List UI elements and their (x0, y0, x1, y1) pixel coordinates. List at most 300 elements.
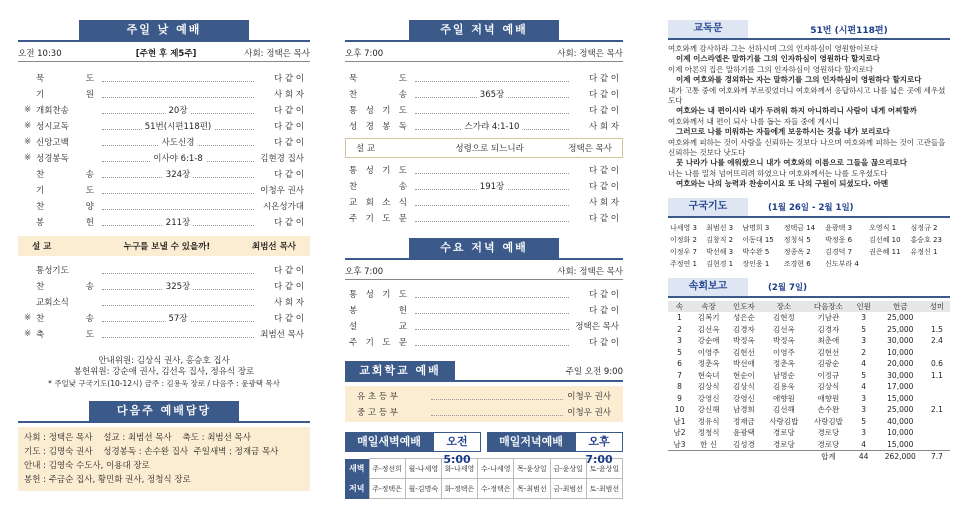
order-row (24, 262, 304, 278)
order-name: 기 원 (36, 90, 94, 100)
order-row (349, 102, 619, 118)
prayer-cell: 오영식 1 (869, 223, 897, 232)
order-person: 최범선 목사 (260, 330, 304, 340)
eve-day-cell: 금-최범선 (550, 479, 586, 499)
dotted-leader (102, 282, 254, 290)
report-total-row (668, 450, 950, 462)
report-cell: 25,000 (887, 313, 914, 323)
report-cell: 3 (677, 336, 682, 346)
order-detail: 스가랴 4:1-10 (462, 120, 523, 132)
report-cell (924, 393, 950, 405)
dawn-day-cell: 월-나세영 (405, 459, 441, 479)
report-total-people: 44 (858, 451, 869, 461)
wednesday-order (345, 286, 623, 350)
prayer-cell: 신도부라 4 (825, 259, 859, 268)
report-cell: 김선해 (772, 405, 795, 415)
order-detail: 이사야 6:1-8 (150, 152, 206, 164)
report-cell: 7 (677, 370, 682, 380)
report-cell: 9 (677, 393, 682, 403)
report-cell: 성은순 (733, 313, 755, 323)
report-header-cell: 다음장소 (806, 301, 851, 313)
next-week-row: 안내 : 김영숙 수도사, 이용대 장로 (24, 461, 150, 471)
order-person: 다 같 이 (273, 122, 304, 132)
order-row (349, 178, 619, 194)
dotted-leader (102, 170, 254, 178)
report-cell (924, 427, 950, 439)
prayer-cell (909, 258, 950, 270)
sermon-title: 누구를 보낼 수 있을까! (123, 242, 211, 252)
order-name: 교 회 소 식 (349, 198, 407, 208)
sunday-evening-order-2 (345, 162, 623, 226)
order-row (24, 182, 304, 198)
order-row (24, 150, 304, 166)
report-cell: 경로당 (817, 428, 840, 438)
report-cell: 8 (677, 382, 682, 392)
report-header-cell: 속 (668, 301, 691, 313)
report-cell: 3 (861, 313, 867, 323)
prayer-cell: 이동대 15 (742, 235, 774, 244)
report-cell: 3 (861, 393, 867, 403)
report-cell: 강영신 (733, 393, 755, 403)
order-row (349, 194, 619, 210)
litany-label: 교독문 (668, 20, 748, 38)
order-row (24, 134, 304, 150)
report-header-cell: 속장 (691, 301, 726, 313)
table-row (668, 370, 950, 382)
order-person: 다 같 이 (273, 106, 304, 116)
dotted-leader (102, 74, 254, 82)
eve-day-cell: 월-김명숙 (405, 479, 441, 499)
order-detail: 사도신경 (159, 136, 198, 148)
order-name: 찬 송 (36, 282, 94, 292)
report-cell: 3 (861, 405, 867, 415)
dotted-leader (102, 298, 254, 306)
order-name: 찬 송 (349, 90, 407, 100)
order-mark: ※ (24, 313, 32, 323)
report-cell: 김현정 (772, 313, 795, 323)
report-cell: 5 (861, 416, 867, 426)
prayer-cell: 김경덕 7 (825, 247, 853, 256)
report-cell: 이영주 (772, 347, 795, 357)
dawn-day-cell: 수-나세영 (478, 459, 514, 479)
dotted-leader (415, 74, 569, 82)
litany-response: 그러므로 나를 미워하는 자들에게 보응하시는 것을 내가 보리로다 (676, 127, 890, 137)
report-cell: 강순애 (697, 336, 720, 346)
report-cell: 강영신 (697, 393, 720, 403)
sunday-evening-leader: 사회: 정택은 목사 (557, 48, 623, 59)
litany-response: 여호와는 내 편이시라 내가 두려워 하지 아니하리니 사람이 내게 어찌할까 (676, 106, 917, 116)
evening-daily-time: 오후 7:00 (575, 432, 623, 452)
order-row (349, 286, 619, 302)
dotted-leader (102, 202, 254, 210)
sunday-morning-order (18, 70, 310, 230)
report-cell: 남2 (673, 428, 686, 438)
table-row (668, 312, 950, 324)
prayer-cell: 정청식 5 (783, 235, 811, 244)
dotted-leader (415, 306, 569, 314)
order-row (24, 214, 304, 230)
report-cell: 김용욱 (772, 382, 795, 392)
report-cell: 30,000 (887, 370, 914, 380)
order-detail: 20장 (165, 104, 190, 116)
litany-leader-line: 여호와께 감사하라 그는 선하시며 그의 인자하심이 영원함이로다 (668, 44, 878, 53)
order-person: 다 같 이 (588, 166, 619, 176)
report-cell: 김성경 (733, 439, 755, 449)
order-name: 주 기 도 문 (349, 214, 407, 224)
report-total-label: 합계 (821, 451, 836, 461)
litany-leader-line: 여호와께서 내 편이 되사 나를 돕는 자들 중에 계시니 (668, 116, 840, 126)
order-name: 통 성 기 도 (349, 290, 407, 300)
report-cell: 2 (677, 324, 682, 334)
order-name: 성시교독 (36, 122, 69, 132)
report-cell: 40,000 (887, 416, 914, 426)
dotted-leader (415, 122, 569, 130)
prayer-cell: 이정우 7 (670, 247, 697, 256)
report-cell: 김광순 (817, 359, 840, 369)
report-header-cell: 인도자 (726, 301, 761, 313)
sunday-morning-section (18, 0, 310, 528)
order-row (24, 166, 304, 182)
order-person: 다 같 이 (588, 290, 619, 300)
table-row (668, 347, 950, 359)
dawn-day-cell: 화-나세영 (441, 459, 477, 479)
order-person: 다 같 이 (588, 106, 619, 116)
prayer-cell: 주정연 1 (670, 259, 697, 268)
report-cell: 경로당 (772, 428, 795, 438)
prayer-cell: 남명희 3 (742, 223, 770, 232)
order-row (24, 102, 304, 118)
table-row (668, 404, 950, 416)
next-week-box (18, 427, 310, 491)
order-person: 이청우 권사 (260, 186, 304, 196)
dotted-leader (102, 314, 254, 322)
prayer-cell: 박수완 5 (742, 247, 770, 256)
next-week-title: 다음주 예배담당 (89, 401, 239, 421)
order-row (24, 310, 304, 326)
report-date: (2월 7일) (768, 282, 807, 293)
prayer-cell: 박선해 3 (706, 247, 734, 256)
school-teacher: 이청우 권사 (567, 392, 611, 402)
school-teacher: 이청우 권사 (567, 408, 611, 418)
report-cell: 사랑김밥 (813, 416, 843, 426)
dawn-day-cell: 금-윤상일 (550, 459, 586, 479)
dotted-leader (102, 186, 254, 194)
evening-section (345, 0, 623, 528)
order-row (24, 86, 304, 102)
report-cell: 애향원 (772, 393, 795, 403)
next-week-row: 봉헌 : 주금순 집사, 황민화 권사, 정청식 장로 (24, 475, 191, 485)
dotted-leader (431, 408, 563, 416)
report-cell: 25,000 (887, 405, 914, 415)
litany-response: 이제 이스라엘은 말하기를 그의 인자하심이 영원하다 할지로다 (676, 54, 881, 64)
report-cell: 1 (677, 313, 682, 323)
report-cell: 박정옥 (772, 336, 795, 346)
report-cell: 김현선 (817, 347, 840, 357)
dawn-day-cell: 목-윤상일 (514, 459, 550, 479)
dotted-leader (102, 266, 254, 274)
table-row (668, 427, 950, 439)
wednesday-time: 오후 7:00 (345, 266, 384, 277)
report-cell: 1.5 (930, 324, 943, 334)
order-detail: 191장 (477, 180, 507, 192)
prayer-cell: 김선혜 10 (869, 235, 901, 244)
order-row (349, 334, 619, 350)
wednesday-leader: 사회: 정택은 목사 (557, 266, 623, 277)
report-cell: 김현선 (733, 347, 755, 357)
dotted-leader (415, 338, 569, 346)
prayer-cell: 김창직 2 (706, 235, 734, 244)
order-name: 축 도 (36, 330, 94, 340)
order-name: 주 기 도 문 (349, 338, 407, 348)
report-cell: 최춘애 (817, 336, 840, 346)
report-cell: 한 신 (700, 439, 718, 449)
report-cell: 3 (861, 336, 867, 346)
evening-daily-title: 매일저녁예배 (487, 432, 575, 452)
eve-day-cell: 목-최범선 (514, 479, 550, 499)
prayer-cell: 심정규 2 (910, 223, 938, 232)
report-total-rice: 7.7 (930, 451, 943, 461)
report-cell: 남경희 (733, 405, 755, 415)
prayer-note: * 주일낮 구국기도(10-12시) 금주 : 김용욱 장로 / 다음주 : 윤광택 목사 (48, 379, 280, 388)
dawn-day-cell: 토-윤상일 (586, 459, 622, 479)
report-cell (924, 347, 950, 359)
order-person: 다 같 이 (588, 338, 619, 348)
litany-section (668, 0, 950, 528)
report-cell: 10 (674, 405, 685, 415)
report-cell: 2 (861, 347, 867, 357)
school-dept: 중 고 등 부 (357, 408, 398, 418)
order-name: 찬 송 (349, 182, 407, 192)
order-name: 성경봉독 (36, 154, 69, 164)
order-name: 설 교 (349, 322, 407, 332)
report-cell: 15,000 (887, 393, 914, 403)
order-name: 찬 양 (36, 202, 94, 212)
dotted-leader (431, 392, 563, 400)
total-spacer (668, 450, 806, 462)
report-cell: 정춘옥 (772, 359, 795, 369)
report-cell: 10,000 (887, 428, 914, 438)
dotted-leader (102, 106, 254, 114)
ushers: 안내위원: 김상식 권사, 홍승호 집사 (98, 356, 230, 366)
order-name: 성 경 봉 독 (349, 122, 407, 132)
sermon-label: 설 교 (32, 242, 52, 252)
dotted-leader (102, 330, 254, 338)
sunday-evening-sermon (345, 138, 623, 158)
report-cell: 김선옥 (772, 324, 795, 334)
report-cell: 애향원 (817, 393, 840, 403)
order-person: 다 같 이 (588, 306, 619, 316)
report-cell: 17,000 (887, 382, 914, 392)
litany-reference: 51번 (시편118편) (810, 25, 888, 36)
eve-day-cell: 수-정택은 (478, 479, 514, 499)
sunday-evening-time: 오후 7:00 (345, 48, 384, 59)
order-person: 다 같 이 (588, 214, 619, 224)
order-row (349, 162, 619, 178)
eve-day-cell: 토-최범선 (586, 479, 622, 499)
report-cell: 현순이 (733, 370, 755, 380)
next-week-row: 기도 : 김명숙 권사 성경봉독 : 손수완 집사 주일새벽 : 정재금 목사 (24, 447, 279, 457)
prayer-dates: (1월 26일 - 2월 1일) (768, 202, 854, 213)
report-cell: 정유식 (697, 416, 720, 426)
report-cell: 4 (861, 359, 867, 369)
litany-leader-line: 너는 나를 밀쳐 넘어뜨리려 하였으나 여호와께서는 나를 도우셨도다 (668, 168, 888, 178)
report-cell: 15,000 (887, 439, 914, 449)
sunday-morning-time: 오전 10:30 (18, 48, 62, 59)
eve-label: 저녁 (345, 479, 369, 499)
prayer-cell: 박정웅 6 (825, 235, 853, 244)
report-cell: 30,000 (887, 336, 914, 346)
dotted-leader (415, 90, 569, 98)
report-header-cell: 헌금 (877, 301, 924, 313)
prayer-grid (668, 222, 950, 270)
order-name: 찬 송 (36, 170, 94, 180)
prayer-title: 구국기도 (668, 198, 748, 216)
dotted-leader (415, 182, 569, 190)
table-row (668, 358, 950, 370)
litany-response: 이제 여호와를 경외하는 자는 말하기를 그의 인자하심이 영원하다 할지로다 (676, 75, 922, 85)
order-name: 통성기도 (36, 266, 69, 276)
report-cell: 1.1 (930, 370, 943, 380)
order-mark: ※ (24, 105, 32, 115)
table-row (668, 381, 950, 393)
report-header-cell: 장소 (762, 301, 807, 313)
sunday-morning-leader: 사회: 정택은 목사 (244, 48, 310, 59)
order-row (349, 70, 619, 86)
prayer-cell: 장인웅 1 (742, 259, 770, 268)
order-person: 다 같 이 (588, 90, 619, 100)
prayer-cell (867, 258, 908, 270)
order-mark: ※ (24, 153, 32, 163)
report-cell: 5 (861, 324, 867, 334)
order-name: 통 성 기 도 (349, 106, 407, 116)
order-person: 사 회 자 (588, 198, 619, 208)
order-person: 김현경 집사 (260, 154, 304, 164)
report-cell: 김경자 (733, 324, 755, 334)
report-cell: 김상식 (733, 382, 755, 392)
report-cell: 남명순 (772, 370, 795, 380)
table-row (668, 439, 950, 451)
sermon-preacher: 최범선 목사 (251, 242, 296, 252)
evening-sermon-preacher: 정택은 목사 (568, 144, 612, 154)
dotted-leader (415, 214, 569, 222)
order-person: 다 같 이 (273, 218, 304, 228)
order-detail: 57장 (165, 312, 190, 324)
school-box (345, 386, 623, 422)
order-row (24, 294, 304, 310)
order-row (349, 318, 619, 334)
report-cell: 4 (861, 382, 867, 392)
evening-sermon-title: 성령으로 되느니라 (455, 144, 524, 154)
order-person: 다 같 이 (588, 74, 619, 84)
order-detail: 365장 (477, 88, 507, 100)
report-cell: 기남관 (817, 313, 840, 323)
school-title: 교회학교 예배 (345, 361, 455, 381)
litany-response: 여호와는 나의 능력과 찬송이시요 또 나의 구원이 되셨도다. 아멘 (676, 179, 889, 189)
school-row (351, 388, 617, 404)
school-time: 주일 오전 9:00 (565, 367, 623, 377)
prayer-cell: 정택금 14 (783, 223, 816, 232)
dotted-leader (102, 122, 254, 130)
order-person: 다 같 이 (273, 74, 304, 84)
litany-response: 뭇 나라가 나를 에워쌌으니 내가 여호와의 이름으로 그들을 끊으리로다 (676, 158, 907, 168)
order-name: 찬 송 (36, 314, 94, 324)
order-person: 사 회 자 (588, 122, 619, 132)
wednesday-title: 수요 저녁 예배 (409, 238, 559, 258)
next-week-row: 사회 : 정택은 목사 설교 : 최범선 목사 축도 : 최범선 목사 (24, 433, 251, 443)
dotted-leader (102, 218, 254, 226)
order-person: 다 같 이 (273, 314, 304, 324)
order-row (349, 302, 619, 318)
report-cell: 김복기 (697, 313, 720, 323)
report-cell: 현숙녀 (697, 370, 720, 380)
eve-day-cell: 주-정택은 (369, 479, 405, 499)
report-cell: 경로당 (817, 439, 840, 449)
report-cell: 5 (861, 370, 867, 380)
report-cell: 0.6 (930, 359, 943, 369)
report-cell: 10,000 (887, 347, 914, 357)
daily-schedule-table (345, 458, 623, 499)
report-cell: 이영주 (697, 347, 720, 357)
offering-committee: 봉헌위원: 강순애 권사, 김선옥 집사, 정유식 장로 (73, 367, 255, 377)
report-cell: 김선옥 (697, 324, 720, 334)
table-row (668, 335, 950, 347)
litany-text (668, 44, 950, 190)
dawn-label: 새벽 (345, 459, 369, 479)
dotted-leader (102, 154, 254, 162)
order-person: 사 회 자 (273, 298, 304, 308)
report-cell: 김상식 (817, 382, 840, 392)
report-cell: 박선애 (733, 359, 755, 369)
report-cell: 25,000 (887, 324, 914, 334)
order-row (349, 118, 619, 134)
order-mark: ※ (24, 137, 32, 147)
report-cell: 2.4 (930, 336, 943, 346)
table-row (668, 416, 950, 428)
dotted-leader (415, 322, 569, 330)
order-name: 묵 도 (36, 74, 94, 84)
order-name: 기 도 (36, 186, 94, 196)
order-person: 다 같 이 (273, 170, 304, 180)
order-name: 봉 헌 (349, 306, 407, 316)
dawn-time: 오전 5:00 (433, 432, 481, 452)
order-mark: ※ (24, 121, 32, 131)
order-detail: 211장 (163, 216, 193, 228)
report-header-cell: 성미 (924, 301, 950, 313)
order-row (24, 198, 304, 214)
report-cell: 6 (677, 359, 682, 369)
order-person: 정택은 목사 (575, 322, 619, 332)
prayer-cell: 조경현 6 (783, 259, 811, 268)
sunday-morning-sermon (18, 236, 310, 256)
dotted-leader (415, 290, 569, 298)
prayer-cell: 윤광택 3 (825, 223, 853, 232)
order-person: 다 같 이 (273, 282, 304, 292)
order-name: 묵 도 (349, 74, 407, 84)
report-total-money: 262,000 (884, 451, 916, 461)
order-row (24, 326, 304, 342)
report-cell (924, 312, 950, 324)
order-detail: 324장 (163, 168, 193, 180)
eve-day-cell: 화-정택은 (441, 479, 477, 499)
prayer-cell: 최범선 3 (706, 223, 734, 232)
dotted-leader (415, 106, 569, 114)
prayer-cell: 김현경 1 (706, 259, 734, 268)
order-row (24, 118, 304, 134)
dawn-day-cell: 주-정선희 (369, 459, 405, 479)
prayer-cell: 유정신 1 (910, 247, 938, 256)
report-cell: 5 (677, 347, 682, 357)
report-cell: 경로당 (772, 439, 795, 449)
